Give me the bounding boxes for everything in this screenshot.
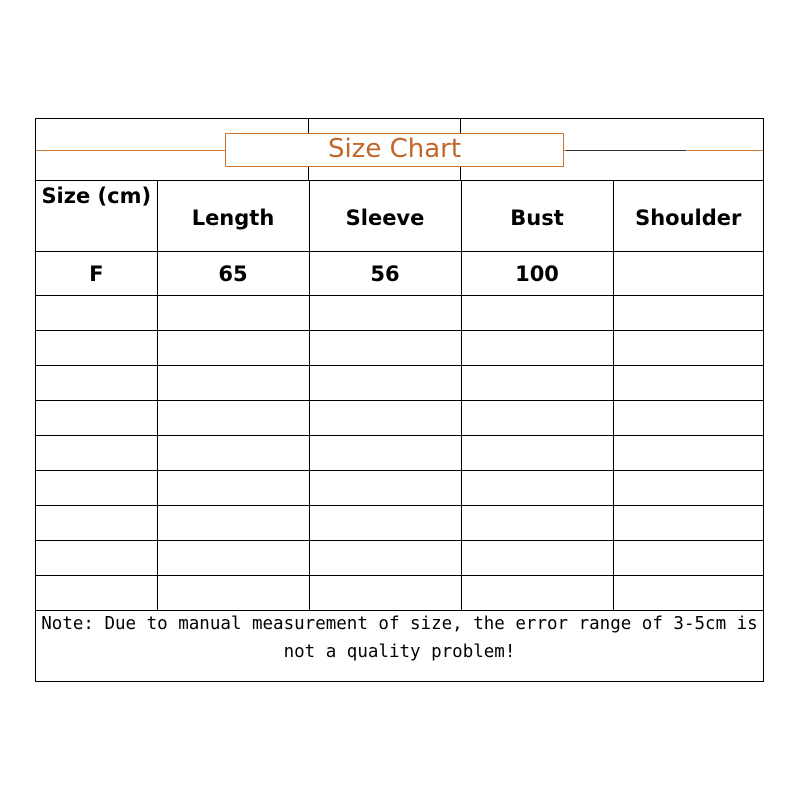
empty-cell xyxy=(613,331,763,366)
empty-cell xyxy=(309,576,461,611)
empty-table-row xyxy=(36,436,763,471)
table-row xyxy=(36,252,763,296)
empty-cell xyxy=(157,576,309,611)
cell-bust: 100 xyxy=(461,252,613,296)
empty-cell xyxy=(36,471,157,506)
empty-table-row xyxy=(36,541,763,576)
empty-cell xyxy=(461,401,613,436)
empty-table-row xyxy=(36,366,763,401)
cell-shoulder xyxy=(613,252,763,296)
empty-cell xyxy=(157,331,309,366)
empty-table-row xyxy=(36,401,763,436)
empty-cell xyxy=(461,296,613,331)
empty-cell xyxy=(613,436,763,471)
empty-cell xyxy=(461,541,613,576)
cell-length: 65 xyxy=(157,252,309,296)
header-length: Length xyxy=(157,180,309,252)
empty-cell xyxy=(309,296,461,331)
empty-cell xyxy=(461,366,613,401)
empty-cell xyxy=(613,471,763,506)
empty-table-row xyxy=(36,471,763,506)
empty-cell xyxy=(613,401,763,436)
empty-cell xyxy=(309,471,461,506)
header-bust: Bust xyxy=(461,180,613,252)
empty-cell xyxy=(157,541,309,576)
measurement-note: Note: Due to manual measurement of size, the error range of 3-5cm is not a quality problem! xyxy=(41,614,758,662)
empty-cell xyxy=(309,366,461,401)
empty-cell xyxy=(613,506,763,541)
cell-size: F xyxy=(36,252,157,296)
empty-cell xyxy=(461,436,613,471)
empty-cell xyxy=(157,471,309,506)
header-sleeve: Sleeve xyxy=(309,180,461,252)
empty-cell xyxy=(461,506,613,541)
empty-cell xyxy=(309,331,461,366)
empty-cell xyxy=(36,576,157,611)
empty-cell xyxy=(157,506,309,541)
title-accent-line-dark xyxy=(566,150,686,151)
empty-cell xyxy=(157,366,309,401)
empty-table-row xyxy=(36,576,763,611)
empty-cell xyxy=(309,541,461,576)
title-accent-line-left xyxy=(36,150,226,151)
empty-cell xyxy=(461,471,613,506)
empty-cell xyxy=(36,436,157,471)
empty-table-row xyxy=(36,296,763,331)
empty-cell xyxy=(157,436,309,471)
empty-cell xyxy=(461,331,613,366)
empty-table-row xyxy=(36,331,763,366)
chart-title: Size Chart xyxy=(225,133,564,167)
empty-table-row xyxy=(36,506,763,541)
header-shoulder: Shoulder xyxy=(613,180,763,252)
title-strip xyxy=(36,118,763,181)
empty-cell xyxy=(36,401,157,436)
empty-cell xyxy=(36,296,157,331)
empty-cell xyxy=(613,366,763,401)
empty-cell xyxy=(309,506,461,541)
empty-cell xyxy=(613,576,763,611)
empty-cell xyxy=(36,331,157,366)
empty-cell xyxy=(461,576,613,611)
empty-cell xyxy=(613,541,763,576)
empty-cell xyxy=(309,401,461,436)
size-table xyxy=(36,180,763,611)
empty-cell xyxy=(36,506,157,541)
header-row xyxy=(36,180,763,252)
cell-sleeve: 56 xyxy=(309,252,461,296)
empty-cell xyxy=(613,296,763,331)
empty-cell xyxy=(157,401,309,436)
empty-cell xyxy=(36,541,157,576)
header-size: Size (cm) xyxy=(36,180,157,252)
size-chart xyxy=(35,118,764,682)
empty-cell xyxy=(36,366,157,401)
empty-cell xyxy=(157,296,309,331)
empty-cell xyxy=(309,436,461,471)
